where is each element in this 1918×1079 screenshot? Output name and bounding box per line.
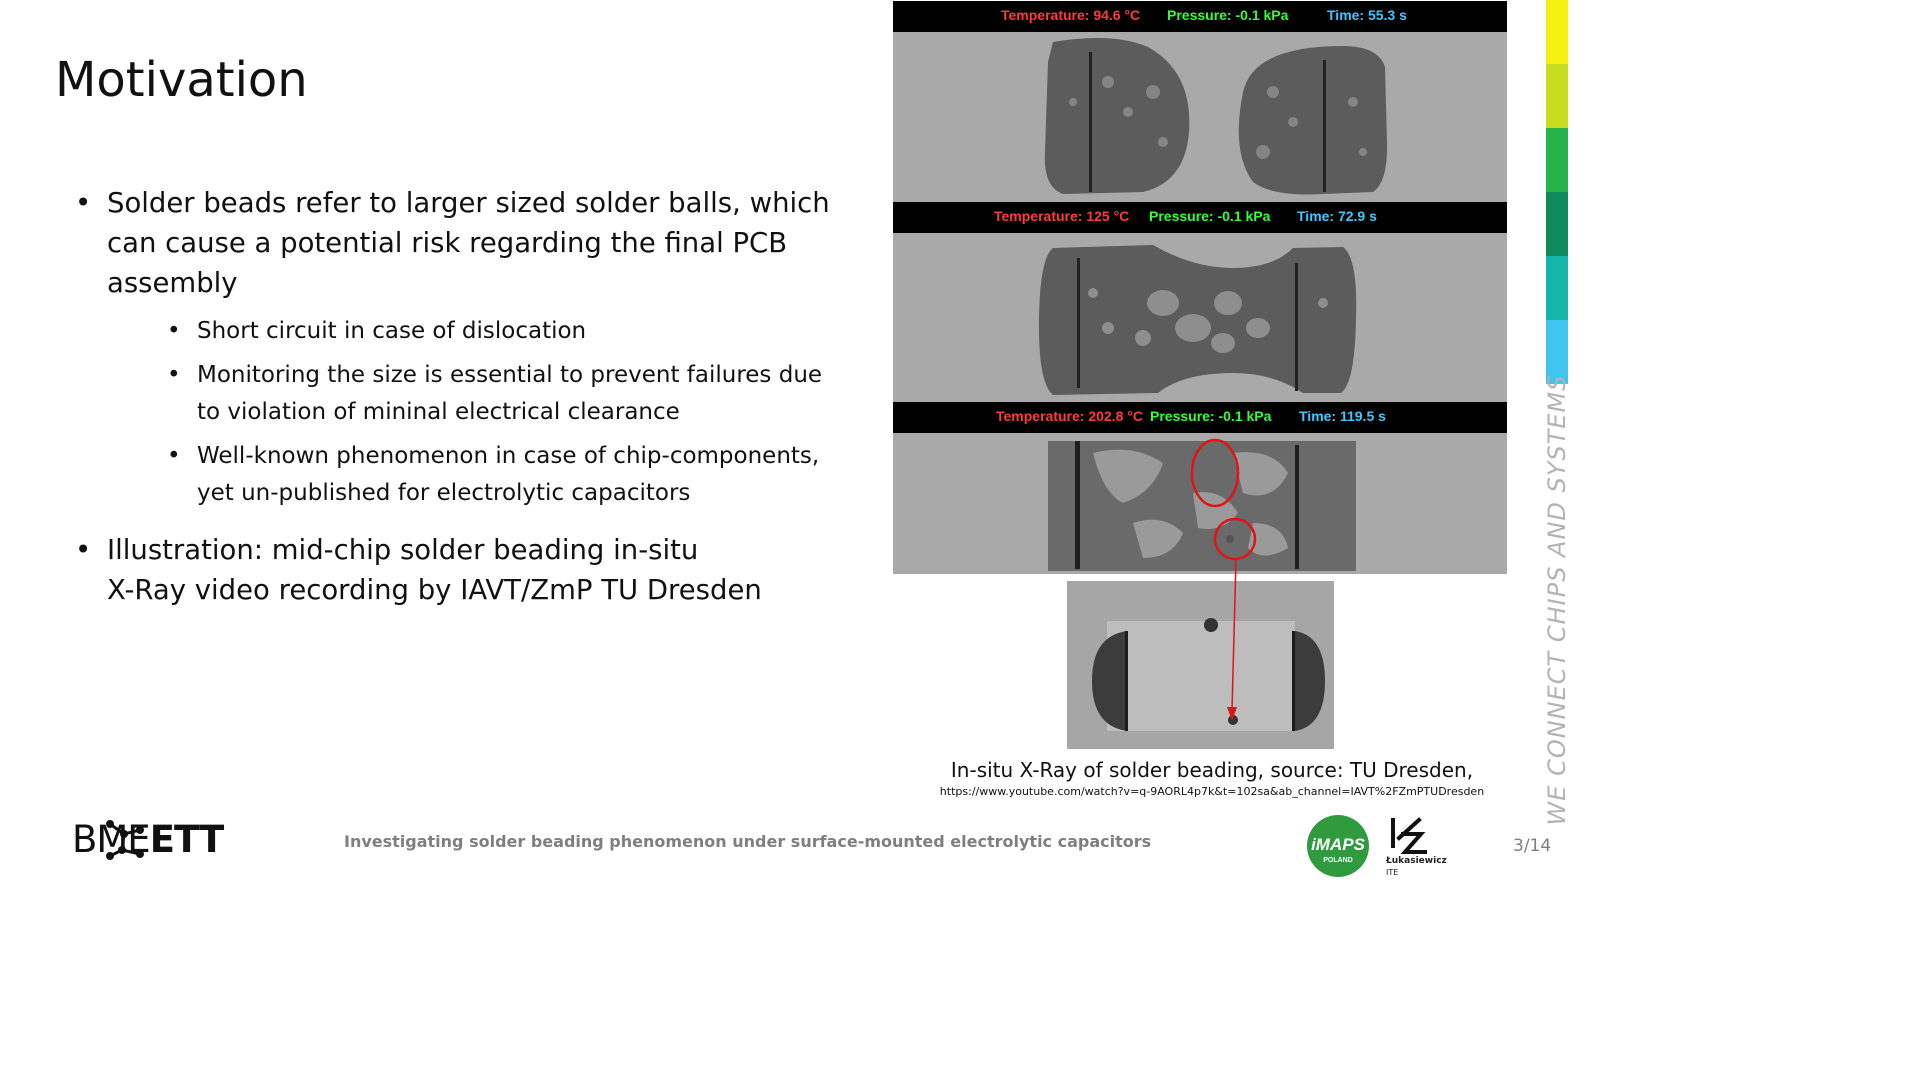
figure-caption: In-situ X-Ray of solder beading, source: TU Dresden, <box>950 758 1474 782</box>
bullet-line: X-Ray video recording by IAVT/ZmP TU Dresden <box>107 574 762 606</box>
temperature-readout: Temperature: 202.8 °C <box>996 408 1143 424</box>
pressure-readout: Pressure: -0.1 kPa <box>1150 408 1272 424</box>
xray-status-bar <box>893 202 1507 233</box>
lukasiewicz-name: Łukasiewicz <box>1386 856 1447 866</box>
sub-bullet-line: • Monitoring the size is essential to prevent failures due <box>197 362 823 388</box>
logo-text-bold: ETT <box>149 818 224 861</box>
imaps-logo-text: iMAPS <box>1311 835 1365 854</box>
temperature-readout: Temperature: 94.6 °C <box>1001 7 1141 23</box>
xray-image <box>893 233 1507 402</box>
sub-bullet-short-circuit <box>165 313 845 350</box>
pressure-readout: Pressure: -0.1 kPa <box>1149 208 1271 224</box>
color-strip-segment <box>1546 192 1568 256</box>
sub-bullet-line: • Short circuit in case of dislocation <box>197 318 587 344</box>
color-strip-segment <box>1546 128 1568 192</box>
xray-image <box>893 433 1507 574</box>
slide-title: Motivation <box>55 52 308 108</box>
color-strip-segment <box>1546 0 1568 64</box>
bme-ett-logo-text <box>72 818 223 861</box>
bullet-line: assembly <box>107 267 238 299</box>
xray-frame-3 <box>893 402 1507 574</box>
footer-presentation-title: Investigating solder beading phenomenon under surface-mounted electrolytic capacitors <box>344 832 1152 851</box>
logo-text-regular: BME <box>72 818 150 861</box>
xray-image <box>893 32 1507 202</box>
lukasiewicz-subtitle: ITE <box>1386 868 1399 877</box>
bullet-line: can cause a potential risk regarding the final PCB <box>107 227 788 259</box>
time-readout: Time: 55.3 s <box>1327 7 1407 23</box>
time-readout: Time: 119.5 s <box>1299 408 1386 424</box>
sidebar-tagline: WE CONNECT CHIPS AND SYSTEMS <box>1543 374 1571 826</box>
page-number: 3/14 <box>1513 836 1552 856</box>
bullet-solder-beads <box>75 183 845 512</box>
slide-content <box>75 183 845 610</box>
color-strip-segment <box>1546 256 1568 320</box>
temperature-readout: Temperature: 125 °C <box>994 208 1130 224</box>
sub-bullet-well-known <box>165 438 845 512</box>
pointer-arrow <box>1200 555 1260 730</box>
bullet-line: • Solder beads refer to larger sized solder balls, which <box>107 187 830 219</box>
xray-status-bar <box>893 402 1507 433</box>
sub-bullet-list <box>165 313 845 512</box>
color-strip-segment <box>1546 64 1568 128</box>
sub-bullet-line: yet un-published for electrolytic capacitors <box>197 480 691 506</box>
imaps-poland-logo-icon <box>1306 814 1370 878</box>
imaps-logo-subtext: POLAND <box>1323 857 1353 864</box>
xray-status-bar <box>893 1 1507 32</box>
xray-frame-1 <box>893 1 1507 202</box>
sub-bullet-line: • Well-known phenomenon in case of chip-components, <box>197 443 820 469</box>
bullet-line: • Illustration: mid-chip solder beading in-situ <box>107 534 699 566</box>
bullet-illustration <box>75 530 845 610</box>
time-readout: Time: 72.9 s <box>1297 208 1377 224</box>
sub-bullet-line: to violation of mininal electrical clearance <box>197 399 680 425</box>
figure-source-url[interactable]: https://www.youtube.com/watch?v=q-9AORL4p7k&t=102sa&ab_channel=IAVT%2FZmPTUDresden <box>939 785 1485 798</box>
sub-bullet-monitoring <box>165 357 845 431</box>
pressure-readout: Pressure: -0.1 kPa <box>1167 7 1289 23</box>
xray-frame-2 <box>893 202 1507 402</box>
